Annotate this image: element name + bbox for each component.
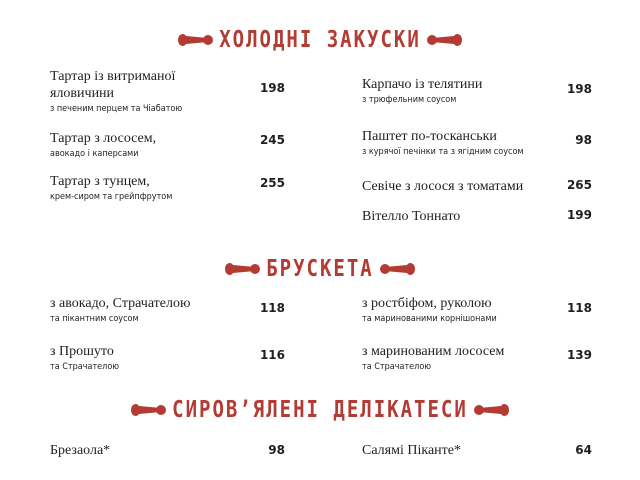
menu-item [50,68,182,115]
item-name: Тартар з лососем, [50,131,157,146]
item-price: 118 [259,301,285,315]
item-price: 199 [566,208,592,222]
bone-icon [427,32,463,48]
item-description: та Страчателою [50,362,120,372]
menu-item [50,295,190,325]
bone-icon [224,261,260,277]
item-price: 245 [259,133,285,147]
item-name: Тартар з тунцем, [50,174,150,189]
item-description: з курячої печінки та з ягідним соусом [362,147,524,157]
item-description: крем-сиром та грейпфрутом [50,192,173,202]
menu-item [362,128,524,158]
item-name: Вітелло Тоннато [362,209,461,224]
item-name: з ростбіфом, руколою [362,296,492,311]
menu-item [50,173,172,203]
section-header-cold-appetizers [0,27,640,53]
item-description: та пікантним соусом [50,314,139,324]
item-name: з маринованим лососем [362,344,505,359]
section-title: СИРОВ’ЯЛЕНІ ДЕЛІКАТЕСИ [172,396,468,424]
item-price: 116 [259,348,285,362]
item-price: 98 [268,443,285,457]
menu-item [362,442,461,459]
item-name: Карпачо із телятини [362,77,483,92]
item-price: 255 [259,176,285,190]
item-name: з авокадо, Страчателою [50,296,191,311]
item-name: Салямі Піканте* [362,443,461,458]
item-name: Брезаола* [50,443,111,458]
menu-item [362,178,523,195]
item-price: 139 [566,348,592,362]
item-price: 64 [575,443,592,457]
item-name: Севіче з лосося з томатами [362,179,524,194]
bone-icon [474,402,510,418]
section-title: БРУСКЕТА [266,255,374,283]
section-header-bruschetta [0,256,640,282]
section-header-cured-delicacies [0,397,640,423]
item-name: Тартар із витриманої [50,69,176,84]
section-title: ХОЛОДНІ ЗАКУСКИ [219,26,421,54]
item-price: 265 [566,178,592,192]
bone-icon [130,402,166,418]
item-name: Паштет по-тосканськи [362,129,497,144]
item-description: та маринованими корнішонами [362,314,497,324]
menu-item [50,442,110,459]
item-price: 118 [566,301,592,315]
menu-item [50,343,119,373]
menu-item [362,76,482,106]
item-price: 198 [259,81,285,95]
menu-item [362,208,460,225]
item-description: та Страчателою [362,362,432,372]
menu-item [362,295,497,325]
bone-icon [380,261,416,277]
item-price: 98 [575,133,592,147]
item-description: з печеним перцем та Чіабатою [50,104,183,114]
bone-icon [177,32,213,48]
menu-item [50,130,156,160]
item-price: 198 [566,82,592,96]
item-name: з Прошуто [50,344,114,359]
item-name-line2: яловичини [50,86,115,101]
menu-item [362,343,504,373]
item-description: авокадо і каперсами [50,149,139,159]
item-description: з трюфельним соусом [362,95,457,105]
